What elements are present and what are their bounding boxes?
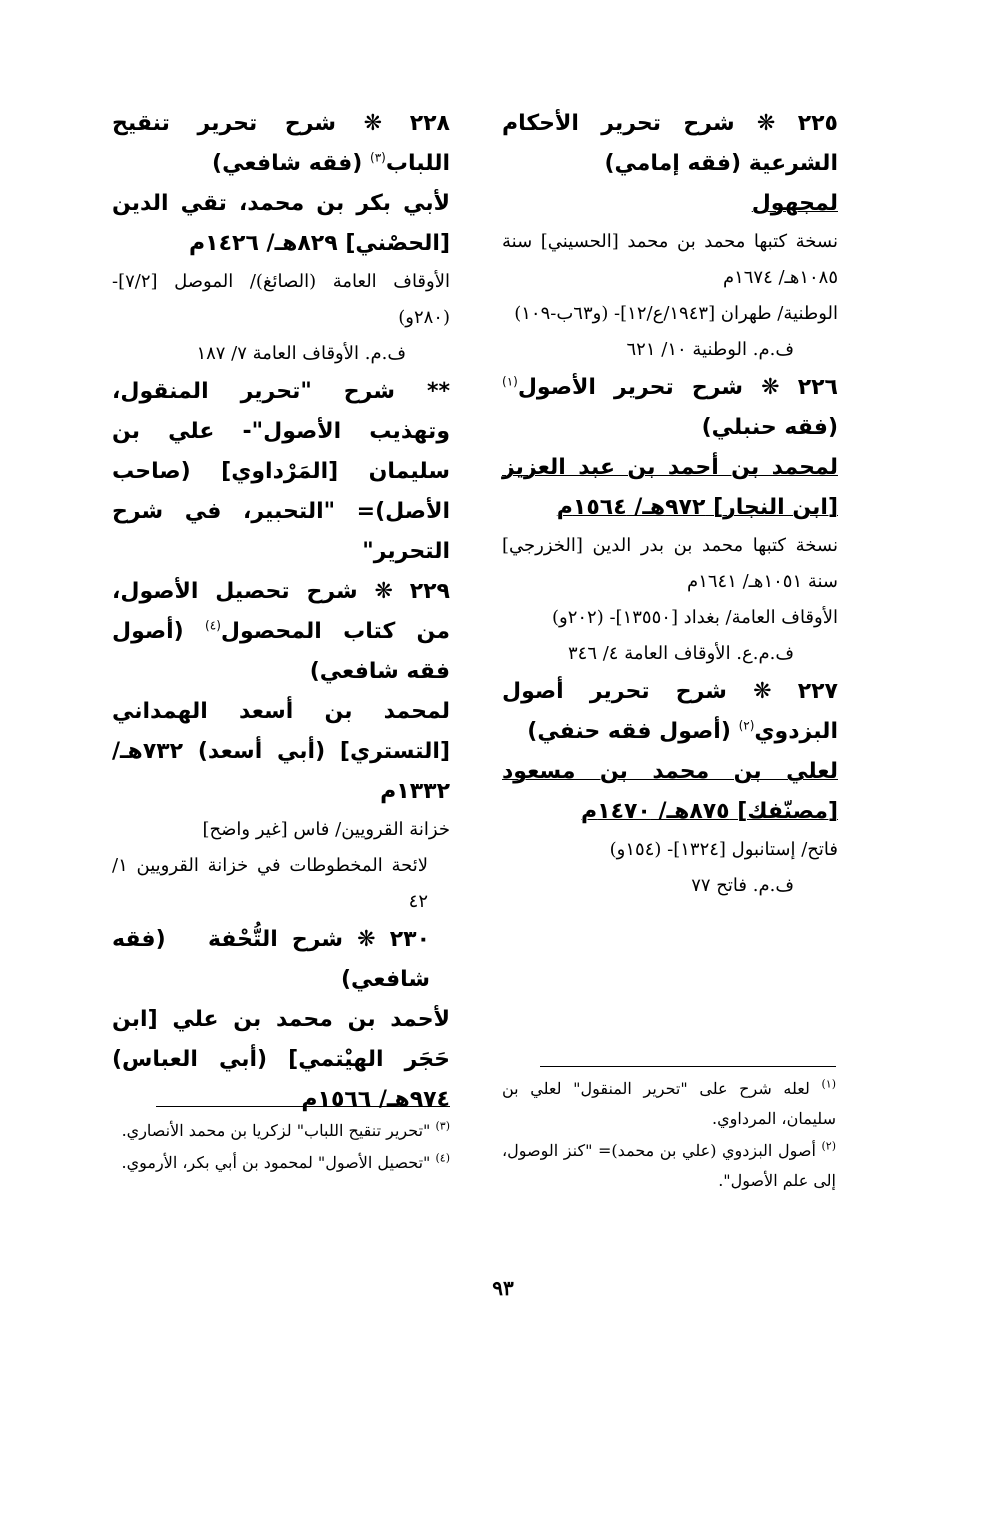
- entry-title: ٢٢٧ ❋ شرح تحرير أصول البزدوي$^{(٢)}$ (أصول فقه حنفي): [502, 679, 838, 744]
- entry-author: لعلي بن محمد بن مسعود [مصنّفك] ٨٧٥هـ/ ١٤٧٠م: [502, 759, 838, 824]
- catalog-reference: ف.م. الأوقاف العامة ٧/ ١٨٧: [196, 343, 406, 364]
- cross-reference-text: ** شرح "تحرير المنقول، وتهذيب الأصول"- علي بن سليمان [المَرْداوي] (صاحب الأصل)= "التحبير، في شرح التحرير": [112, 379, 450, 564]
- footnote-marker: (٣): [370, 150, 386, 165]
- entry-229: [112, 572, 450, 920]
- entry-225: [502, 104, 838, 368]
- entry-author: لمحمد بن أحمد بن عبد العزيز [ابن النجار] ٩٧٢هـ/ ١٥٦٤م: [502, 455, 838, 520]
- entry-230: [112, 920, 450, 1120]
- footnote: $^{(٣)}$ "تحرير تنقيح اللباب" لزكريا بن محمد الأنصاري.: [121, 1119, 450, 1140]
- footnotes-left: [112, 1116, 450, 1180]
- footnote-marker: (٢): [738, 718, 755, 733]
- page-number: ٩٣: [492, 1276, 514, 1300]
- manuscript-location: فاتح/ إستانبول [١٣٢٤]- (١٥٤و): [609, 839, 838, 860]
- entry-author: لمجهول: [751, 191, 838, 216]
- footnote-divider: [540, 1066, 836, 1067]
- entry-title: ٢٣٠ ❋ شرح التُّحْفة (فقه شافعي): [112, 927, 431, 992]
- footnotes-right: [502, 1074, 836, 1198]
- manuscript-location: الأوقاف العامة (الصائغ)/ الموصل [٧/٢]- (٢٨٠و): [112, 271, 450, 328]
- right-column: [502, 104, 838, 904]
- entry-title: ٢٢٩ ❋ شرح تحصيل الأصول، من كتاب المحصول$^{(٤)}$ (أصول فقه شافعي): [112, 579, 450, 684]
- footnote: $^{(١)}$ لعله شرح على "تحرير المنقول" لعلي بن سليمان، المرداوي.: [502, 1077, 837, 1128]
- catalog-reference: لائحة المخطوطات في خزانة القرويين ١/ ٤٢: [112, 855, 428, 912]
- left-column: [112, 104, 450, 1120]
- entry-title: ٢٢٨ ❋ شرح تحرير تنقيح اللباب$^{(٣)}$ (فقه شافعي): [112, 111, 450, 176]
- manuscript-note: نسخة كتبها محمد بن محمد [الحسيني] سنة ١٠٨٥هـ/ ١٦٧٤م: [502, 231, 838, 288]
- manuscript-location: الوطنية/ طهران [١٩٤٣/ع/١٢]- (و٦٣ب-١٠٩): [514, 303, 838, 324]
- entry-title: ٢٢٥ ❋ شرح تحرير الأحكام الشرعية (فقه إمامي): [502, 111, 838, 176]
- footnote: $^{(٤)}$ "تحصيل الأصول" لمحمود بن أبي بكر، الأرموي.: [121, 1151, 450, 1172]
- entry-226: [502, 368, 838, 672]
- entry-author: لمحمد بن أسعد الهمداني [التستري] (أبي أسعد) ٧٣٢هـ/ ١٣٣٢م: [112, 699, 450, 804]
- cross-reference: [112, 372, 450, 572]
- entry-227: [502, 672, 838, 904]
- catalog-reference: ف.م. الوطنية ١٠/ ٦٢١: [626, 339, 794, 360]
- manuscript-location: الأوقاف العامة/ بغداد [١٣٥٥٠]- (٢٠٢و): [552, 607, 838, 628]
- catalog-reference: ف.م. فاتح ٧٧: [691, 875, 794, 896]
- entry-title: ٢٢٦ ❋ شرح تحرير الأصول$^{(١)}$ (فقه حنبلي): [502, 374, 838, 440]
- manuscript-note: نسخة كتبها محمد بن بدر الدين [الخزرجي] سنة ١٠٥١هـ/ ١٦٤١م: [502, 535, 838, 592]
- footnote-marker: (١): [502, 374, 518, 389]
- catalog-reference: ف.م.ع. الأوقاف العامة ٤/ ٣٤٦: [567, 643, 794, 664]
- footnote: $^{(٢)}$ أصول البزدوي (علي بن محمد)= "كنز الوصول، إلى علم الأصول".: [502, 1139, 836, 1190]
- entry-228: [112, 104, 450, 372]
- footnote-divider: [156, 1106, 450, 1107]
- entry-author: لأحمد بن محمد بن علي [ابن حَجَر الهيْتمي] (أبي العباس) ٩٧٤هـ/ ١٥٦٦م: [112, 1007, 450, 1112]
- footnote-marker: (٤): [205, 618, 221, 633]
- manuscript-location: خزانة القرويين/ فاس [غير واضح]: [202, 819, 450, 840]
- entry-author: لأبي بكر بن محمد، تقي الدين [الحصْني] ٨٢٩هـ/ ١٤٢٦م: [112, 191, 450, 256]
